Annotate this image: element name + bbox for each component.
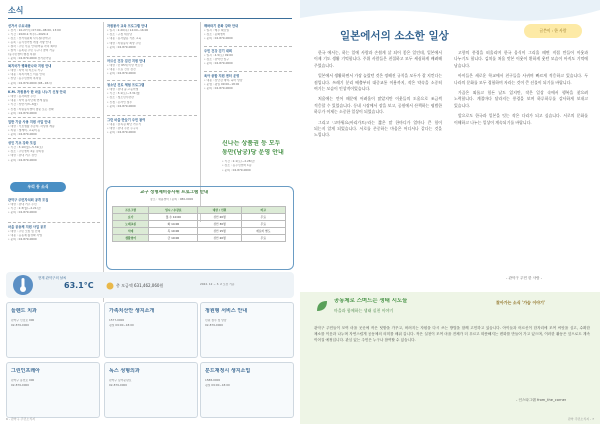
notice-line: • 대상 : 관내 거주 주민 — [8, 203, 37, 206]
footer-ad — [104, 362, 198, 418]
divider — [107, 56, 197, 57]
event-title: 교구 성형제비동사위 프로그램 안내 — [140, 190, 209, 195]
notice-line: • 신청 : 자원봉사센터 방문 또는 전화 — [8, 107, 54, 111]
notice-heading: 일반 기금 사용 지원 사업 안내 — [8, 120, 51, 124]
notice-line: • 선거 : 10.27(수) 07:00~08:00, 13:00 — [8, 29, 61, 32]
notice-heading: K.M. 자원봉사 한 마음 나누기 신청 안내 — [8, 90, 66, 94]
notice-line: • 기간 : 2020.2.7(수)~2020.4 — [8, 33, 49, 36]
event-cell: 무료 — [241, 221, 286, 228]
footer-ad-line: 1577-0000 — [109, 319, 125, 322]
notice-line: • 장소 : 동주민센터 1층 — [222, 164, 252, 168]
event-cell: 화 14:00 — [149, 221, 198, 228]
notice-line: • 장소 : 청소년수련관 — [107, 96, 134, 100]
section-badge: 우리 동 소식 — [10, 182, 66, 192]
notice-line: • 문의 : 02-879-0000 (08~18시) — [8, 81, 52, 85]
article-paragraph: 일본에서 생활하면서 가장 놀랐던 것은 정해진 규칙을 모두가 잘 지킨다는 점입니다. 쓰레기 분리 배출부터 대중교통 이용까지, 작은 약속을 소중히 여기는 모습이 인상적이었습니다. — [314, 73, 442, 92]
divider — [8, 61, 100, 62]
page-number: 6 - 관악구 주민소식지 — [6, 417, 36, 421]
feature-subtitle: 마을과 함께하는 생태 실천 이야기 — [334, 308, 394, 313]
notice-line: • 문의 : 02-879-0000 — [204, 37, 233, 41]
notice-line: • 지원 : 생계비, 교육비 등 — [8, 129, 41, 133]
footer-ad-title: 독스 성형의과 — [109, 368, 140, 374]
footer-ad-line: 02-879-0000 — [109, 384, 128, 387]
notice-line: • 대상 : 관내 주민 누구나 — [107, 127, 139, 131]
notice-heading: 성인 기초 강좌 모집 — [8, 141, 36, 145]
event-header-cell: 대상 / 인원 — [198, 207, 241, 214]
notice-heading: 청소년 진로 체험 프로그램 — [107, 83, 145, 87]
notice-line: • 대상 : 자원봉사 희망 주민 — [107, 41, 142, 45]
notice-line: • 일시 : 2.20(목) 14:00~16:00 — [107, 29, 149, 32]
notice-heading: 관악구 주민자치회 공개 모집 — [8, 198, 49, 202]
temperature-value: 63.1°C — [64, 281, 94, 290]
event-row — [113, 235, 286, 242]
notice-line: • 문의 : 02-879-0000 — [107, 72, 136, 76]
event-row — [113, 221, 286, 228]
notice-line: • 절차 : 주민 투표 안내(마을 자치 회의) — [8, 45, 57, 48]
article-title: 일본에서의 소소한 일상 — [340, 30, 449, 42]
footer-ad — [200, 362, 294, 418]
notice-line: • 내용 : 복지서비스 이용 안내 — [8, 73, 45, 77]
divider — [8, 222, 100, 223]
notice-heading: 그린 마을 만들기 주민 참여 — [107, 118, 146, 122]
notice-line: • 대상 : 만 65세 이상 어르신 — [107, 64, 143, 67]
notice-line: • 문의 : 02-879-0000 — [204, 62, 233, 66]
notice-line: • 대상 : 기초생활 수급자, 차상위 계층 — [8, 125, 55, 128]
event-cell: 성인 20명 — [198, 235, 241, 242]
footer-ad-line: 02-879-0000 — [11, 324, 30, 327]
notice-line: • 문의 : 02-879-0000 — [8, 111, 37, 115]
notice-line: • 문의 : 02-879-0000 — [107, 131, 136, 135]
notice-heading: 육아 종합 지원 센터 운영 — [204, 74, 240, 78]
footer-ad — [6, 362, 100, 418]
notice-line: • 일시 : 4.5(토) 09:00 — [204, 54, 233, 57]
promo-subtitle: 동만(남궁)당 운영 안내 — [222, 149, 284, 156]
footer-ad-line: 관악구 신림로 000 — [11, 319, 35, 322]
feature-brand: 찾아가는 소식 '가슴 이야기' — [496, 300, 546, 305]
footer-ad-line: 02-879-0000 — [11, 384, 30, 387]
author-tag-label: 글쓴이 : 한 사람 — [539, 28, 567, 33]
event-cell: 금 19:00 — [149, 235, 198, 242]
footer-ad — [6, 302, 100, 358]
divider — [204, 46, 292, 47]
notice-heading: 마을 공동체 지원 사업 공모 — [8, 225, 47, 229]
notice-heading: 어르신 건강 검진 지원 안내 — [107, 59, 146, 63]
notice-line: • 운영 : 평일 09:00~18:00 — [204, 83, 240, 87]
weather-label: 현재 관악구의 날씨 — [38, 276, 67, 280]
event-cell: 성인 20명 — [198, 214, 241, 221]
promo-title: 신나는 상품권 등 모두 — [222, 140, 281, 147]
notice-line: • 일시 : 매주 화요일 — [204, 29, 230, 32]
footer-ad — [200, 302, 294, 358]
event-cell: 월·수 10:00 — [149, 214, 198, 221]
footer-ad-line: 1588-0000 — [205, 379, 221, 382]
notice-line: (동주민센터 행정 지원) — [8, 53, 37, 56]
event-cell: 성인 15명 — [198, 228, 241, 235]
divider — [204, 71, 292, 72]
article-paragraph: 가끔은 외롭고 힘든 날도 있지만, 작은 일상 속에서 행복을 찾으려 노력합니다. 계절마다 달라지는 풍경을 보며 하루하루를 감사하게 보내고 있습니다. — [454, 90, 588, 108]
event-cell: 서예 — [113, 228, 149, 235]
footer-ad-title: 청원형 서비스 안내 — [205, 308, 248, 314]
article-author: - 관악구 주민 한 사람 - — [506, 276, 543, 280]
donation-date: 2022. 12 ~ 3. 2 오전 기준 — [200, 283, 235, 286]
event-cell: 노래교실 — [113, 221, 149, 228]
notice-heading: 자원봉사 교육 프로그램 안내 — [107, 24, 148, 28]
divider — [8, 138, 100, 139]
notice-line: • 내용 : 장난감 대여, 육아 상담 — [204, 79, 243, 82]
event-subtitle: 장소 : 새봄센터 / 문의 : 080-0000 — [150, 198, 194, 201]
event-cell: 생활영어 — [113, 235, 149, 242]
article-column-2 — [454, 50, 588, 270]
article-paragraph: 그리고 '고마워요(아리가토)'라는 짧은 말 한마디가 얼마나 큰 힘이 되는지 알게 되었습니다. 서로를 존중하는 마음은 어디서나 같다는 것을 느낍니다. — [314, 119, 442, 138]
footer-ad-title: 들렌드 치과 — [11, 308, 37, 314]
notice-line: • 신청 : 온라인 접수 — [107, 100, 133, 104]
footer-ad-line: 관악구 봉천로 000 — [11, 379, 35, 382]
notice-line: • 문의 : 02-879-0000 — [222, 168, 251, 172]
article-paragraph: 처음에는 언어 때문에 어려움이 많았지만 이웃들의 도움으로 조금씩 적응할 수 있었습니다. 동네 시장에서 장을 보고, 공원에서 산책하는 평범한 하루가 이제는 소중한 일상이 되었습니다. — [314, 96, 442, 115]
event-row — [113, 228, 286, 235]
thermometer-icon — [12, 274, 34, 296]
notice-line: • 장소 : 관악산 입구 — [204, 58, 230, 62]
divider — [107, 80, 197, 81]
event-cell: 무료 — [241, 235, 286, 242]
notice-line: • 기간 : 3.1(토)~3.31(월) — [107, 92, 141, 96]
notice-line: • 대상 : 주민 모임 및 단체 — [8, 230, 41, 233]
event-table — [112, 206, 286, 242]
notice-line: • 장소 : 문화센터 — [204, 33, 226, 37]
divider — [8, 117, 100, 118]
notice-line: • 대상 : 관내 중·고등학생 — [107, 88, 139, 91]
notice-line: • 내용 : 무료 건강 검진 — [107, 68, 136, 72]
article-paragraph: 아이들은 새로운 학교에서 친구들을 사귀며 빠르게 적응하고 있습니다. 두 나라의 문화를 모두 경험하며 자라는 것이 큰 선물이 되기를 바랍니다. — [454, 73, 588, 85]
divider — [8, 87, 100, 88]
article-paragraph: 한국 에서는, 하는 일에 사람과 손쉽게 살 되어 좋은 일인데, 일본에서 이제 기도 생활 기억합니다. 주위 사람들은 친절하고 모두 세심하게 배려해 주었습니다. — [314, 50, 442, 68]
notice-line: • 대상 : 지역 내 저소득 가구 — [8, 69, 43, 72]
article-paragraph: 앞으로도 한국과 일본을 잇는 작은 다리가 되고 싶습니다. 서로의 문화를 이해하고 나누는 일상이 계속되기를 바랍니다. — [454, 113, 588, 125]
footer-ad-line: 02-879-0000 — [205, 324, 224, 327]
event-cell: 목 10:00 — [149, 228, 198, 235]
event-header-cell: 프로그램 — [113, 207, 149, 214]
event-header-cell: 비고 — [241, 207, 286, 214]
notice-line: • 문의 : 02-879-0000 — [8, 133, 37, 137]
section-title-rule — [8, 18, 292, 19]
notice-heading: 해바라기 문화 강좌 안내 — [204, 24, 239, 28]
footer-ad — [104, 302, 198, 358]
notice-line: • 내용 : 봉사활동 기본 교육 — [107, 37, 142, 41]
notice-line: • 등록 : 공직선거법 개정 사항 안내 — [8, 41, 52, 44]
notice-line: • 문의 : 02-879-0000 — [107, 104, 136, 108]
feature-signature: - 인스타그램 from_the_corner — [516, 398, 567, 402]
coin-icon — [106, 282, 114, 290]
author-tag — [524, 24, 582, 38]
notice-line: • 장소 : 선거위원회 사무실(관악구) — [8, 37, 52, 40]
footer-ad-line: 관악구 남부순환로 — [109, 379, 132, 382]
notice-line: • 문의 : 02-879-0000 — [8, 211, 37, 215]
footer-ad-title: 분드재정시 생지소업 — [205, 368, 251, 374]
notice-line: • 참석 : 등록된 주민 누구나 참여 가능 — [8, 49, 55, 52]
event-cell: 성인 30명 — [198, 221, 241, 228]
page-number: 관악 주민소식지 - 7 — [567, 417, 594, 421]
notice-line: • 상담 : 동주민센터 복지팀 — [8, 77, 42, 81]
notice-line: • 문의 : 02-879-0000 — [8, 158, 37, 162]
article-column-1 — [314, 50, 442, 280]
notice-heading: 복지국가 행복한나라 지원 안내 — [8, 64, 52, 68]
divider — [107, 115, 197, 116]
event-cell: 재료비 별도 — [241, 228, 286, 235]
notice-line: • 대상 : 봉사희망 주민 — [8, 95, 36, 98]
notice-line: • 대상 : 관내 거주 성인 — [8, 154, 37, 158]
right-page — [300, 0, 600, 424]
notice-line: • 내용 : 지역 봉사단체 연계 활동 — [8, 99, 49, 103]
notice-line: • 기간 : 2.1(토)~2.28(금) — [222, 160, 256, 163]
column-divider — [103, 22, 104, 302]
notice-line: • 기간 : 상반기(3~6월) — [8, 103, 38, 107]
footer-ad-line: 평일 09:00~18:00 — [205, 384, 230, 387]
event-row — [113, 214, 286, 221]
notice-line: • 내용 : 공동체 활성화 사업 — [8, 234, 43, 238]
event-header-row — [113, 207, 286, 214]
footer-ad-line: 평일 09:00~18:00 — [109, 324, 134, 327]
event-header-cell: 일시 / 수강료 — [149, 207, 198, 214]
notice-line: • 장소 : 구청 대강당 — [107, 33, 133, 37]
article-paragraph: 고향의 풍경을 떠올리며 한국 음식이 그리울 때면 직접 만들어 이웃과 나누기도 합니다. 김치를 처음 맛본 이웃이 환하게 웃던 모습이 아직도 기억에 남습니다. — [454, 50, 588, 68]
notice-line: • 기간 : 3.10(월)~5.31(토) — [8, 146, 44, 149]
section-title: 소식 — [8, 6, 24, 15]
notice-line: • 문의 : 02-879-0000 — [204, 87, 233, 91]
footer-ad-title: 그린인프레아 — [11, 368, 40, 374]
notice-heading: 주민 건강 걷기 대회 — [204, 49, 232, 53]
notice-line: • 내용 : 골목길 화단 가꾸기 — [107, 123, 142, 126]
feature-title: 공동체로 스며드는 생태 시도들 — [334, 298, 408, 304]
notice-line: • 문의 : 02-879-0000 선거관리팀 — [8, 57, 52, 60]
notice-line: • 문의 : 02-879-0000 — [8, 238, 37, 242]
leaf-icon — [314, 298, 330, 314]
footer-ad-line: 민원 접수 및 상담 — [205, 319, 227, 322]
notice-line: • 기간 : 2.3(월)~2.21(금) — [8, 207, 42, 211]
notice-line: • 문의 : 02-879-0000 — [107, 45, 136, 49]
event-cell: 무료 — [241, 214, 286, 221]
notice-line: • 장소 : 주민센터 2층 강의실 — [8, 150, 44, 154]
notice-heading: 선거서 주요내용 — [8, 24, 31, 28]
donation-total: 총 모금액 631,462,060원 — [116, 283, 164, 288]
feature-body: 관악구 주민들이 모여 마을 곳곳에 작은 텃밭을 가꾸고, 버려지는 자원을 다시 쓰는 방법을 함께 고민하고 있습니다. 아이들과 어르신이 한자리에 모여 씨앗을 심고, 수확한 채소를 이웃과 나누며 자연스럽게 공동체의 의미를 배워 갑니다. 작은 실천이 모여 마을 전체가 더 푸르고 따뜻해지는 변화를 만들어 가고 있으며, 이러한 활동은 앞으로도 계속 이어질 예정입니다. 관심 있는 주민은 누구나 참여할 수 있습니다. — [314, 326, 590, 342]
event-cell: 요가 — [113, 214, 149, 221]
footer-ad-title: 가족치산안 생지소개 — [109, 308, 155, 314]
